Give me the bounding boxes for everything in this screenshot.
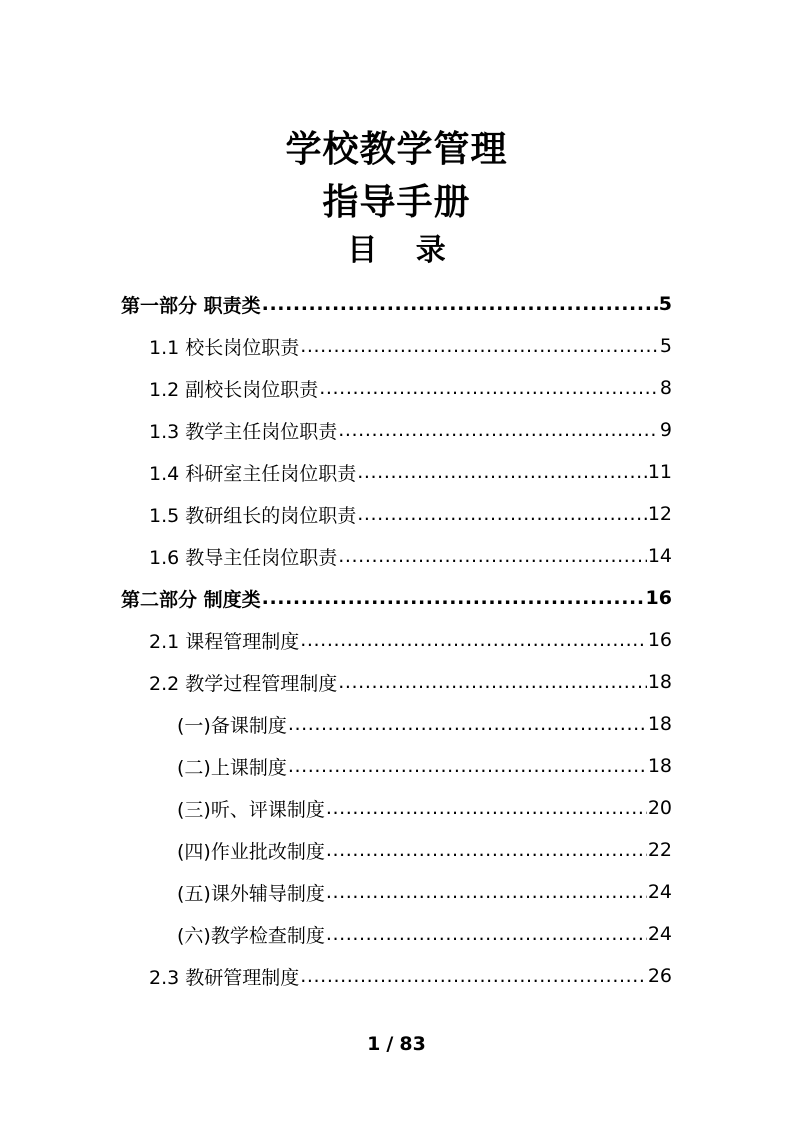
document-title-line-1: 学校教学管理 [285,129,508,170]
toc-entry-page-number: 12 [647,503,672,525]
toc-entry-label: 2.3 教研管理制度 [149,966,300,989]
toc-entry[interactable] [0,661,793,703]
toc-entry[interactable] [0,409,793,451]
toc-entry-label: 2.1 课程管理制度 [149,630,300,653]
toc-entry[interactable] [0,367,793,409]
toc-entry[interactable] [0,703,793,745]
toc-entry-page-number: 14 [647,545,672,567]
table-of-contents [0,283,793,997]
toc-dot-leader [262,293,658,315]
toc-entry[interactable] [0,829,793,871]
toc-entry-label: (四)作业批改制度 [177,840,325,863]
toc-entry-page-number: 18 [647,713,672,735]
toc-entry-label: (二)上课制度 [177,756,287,779]
toc-entry-label: (三)听、评课制度 [177,798,325,821]
toc-entry-label: (五)课外辅导制度 [177,882,325,905]
toc-entry[interactable] [0,325,793,367]
toc-dot-leader [326,797,647,819]
toc-dot-leader [300,629,647,651]
toc-entry-page-number: 18 [647,755,672,777]
toc-entry-label: 1.4 科研室主任岗位职责 [149,462,357,485]
toc-dot-leader [326,881,647,903]
toc-entry-label: 1.2 副校长岗位职责 [149,378,319,401]
toc-entry-page-number: 24 [647,923,672,945]
toc-entry-page-number: 5 [658,293,672,315]
toc-entry-label: (六)教学检查制度 [177,924,325,947]
toc-heading: 目 录 [347,233,460,268]
toc-entry-page-number: 18 [647,671,672,693]
toc-entry-label: 2.2 教学过程管理制度 [149,672,338,695]
toc-entry-page-number: 24 [647,881,672,903]
toc-entry-page-number: 5 [659,335,672,357]
toc-entry[interactable] [0,577,793,619]
toc-dot-leader [319,377,659,399]
toc-entry-page-number: 22 [647,839,672,861]
toc-entry-label: 1.5 教研组长的岗位职责 [149,504,357,527]
toc-entry-label: (一)备课制度 [177,714,287,737]
toc-dot-leader [326,839,647,861]
toc-entry-page-number: 8 [659,377,672,399]
toc-entry-label: 1.3 教学主任岗位职责 [149,420,338,443]
page-separator: / [386,1033,394,1055]
toc-entry[interactable] [0,619,793,661]
toc-dot-leader [288,713,647,735]
toc-entry[interactable] [0,955,793,997]
toc-entry-page-number: 16 [647,629,672,651]
toc-entry[interactable] [0,451,793,493]
toc-dot-leader [338,545,647,567]
toc-dot-leader [326,923,647,945]
toc-entry-page-number: 11 [647,461,672,483]
toc-entry[interactable] [0,535,793,577]
toc-entry[interactable] [0,745,793,787]
toc-entry[interactable] [0,283,793,325]
current-page-number: 1 [367,1033,381,1055]
toc-entry-label: 1.1 校长岗位职责 [149,336,300,359]
toc-dot-leader [357,461,647,483]
document-title-line-2: 指导手册 [322,182,471,223]
toc-entry-page-number: 20 [647,797,672,819]
toc-entry-page-number: 16 [645,587,672,609]
toc-dot-leader [300,335,659,357]
page-number-footer [0,1031,793,1057]
toc-entry[interactable] [0,871,793,913]
toc-entry[interactable] [0,493,793,535]
toc-entry-label: 1.6 教导主任岗位职责 [149,546,338,569]
toc-entry[interactable] [0,787,793,829]
toc-entry-label: 第二部分 制度类 [121,588,261,611]
toc-dot-leader [262,587,645,609]
toc-dot-leader [357,503,647,525]
toc-entry-label: 第一部分 职责类 [121,294,261,317]
toc-entry[interactable] [0,913,793,955]
toc-entry-page-number: 9 [659,419,672,441]
total-pages-number: 83 [399,1033,426,1055]
toc-entry-page-number: 26 [647,965,672,987]
toc-dot-leader [338,419,659,441]
toc-dot-leader [338,671,647,693]
toc-dot-leader [288,755,647,777]
toc-dot-leader [300,965,647,987]
